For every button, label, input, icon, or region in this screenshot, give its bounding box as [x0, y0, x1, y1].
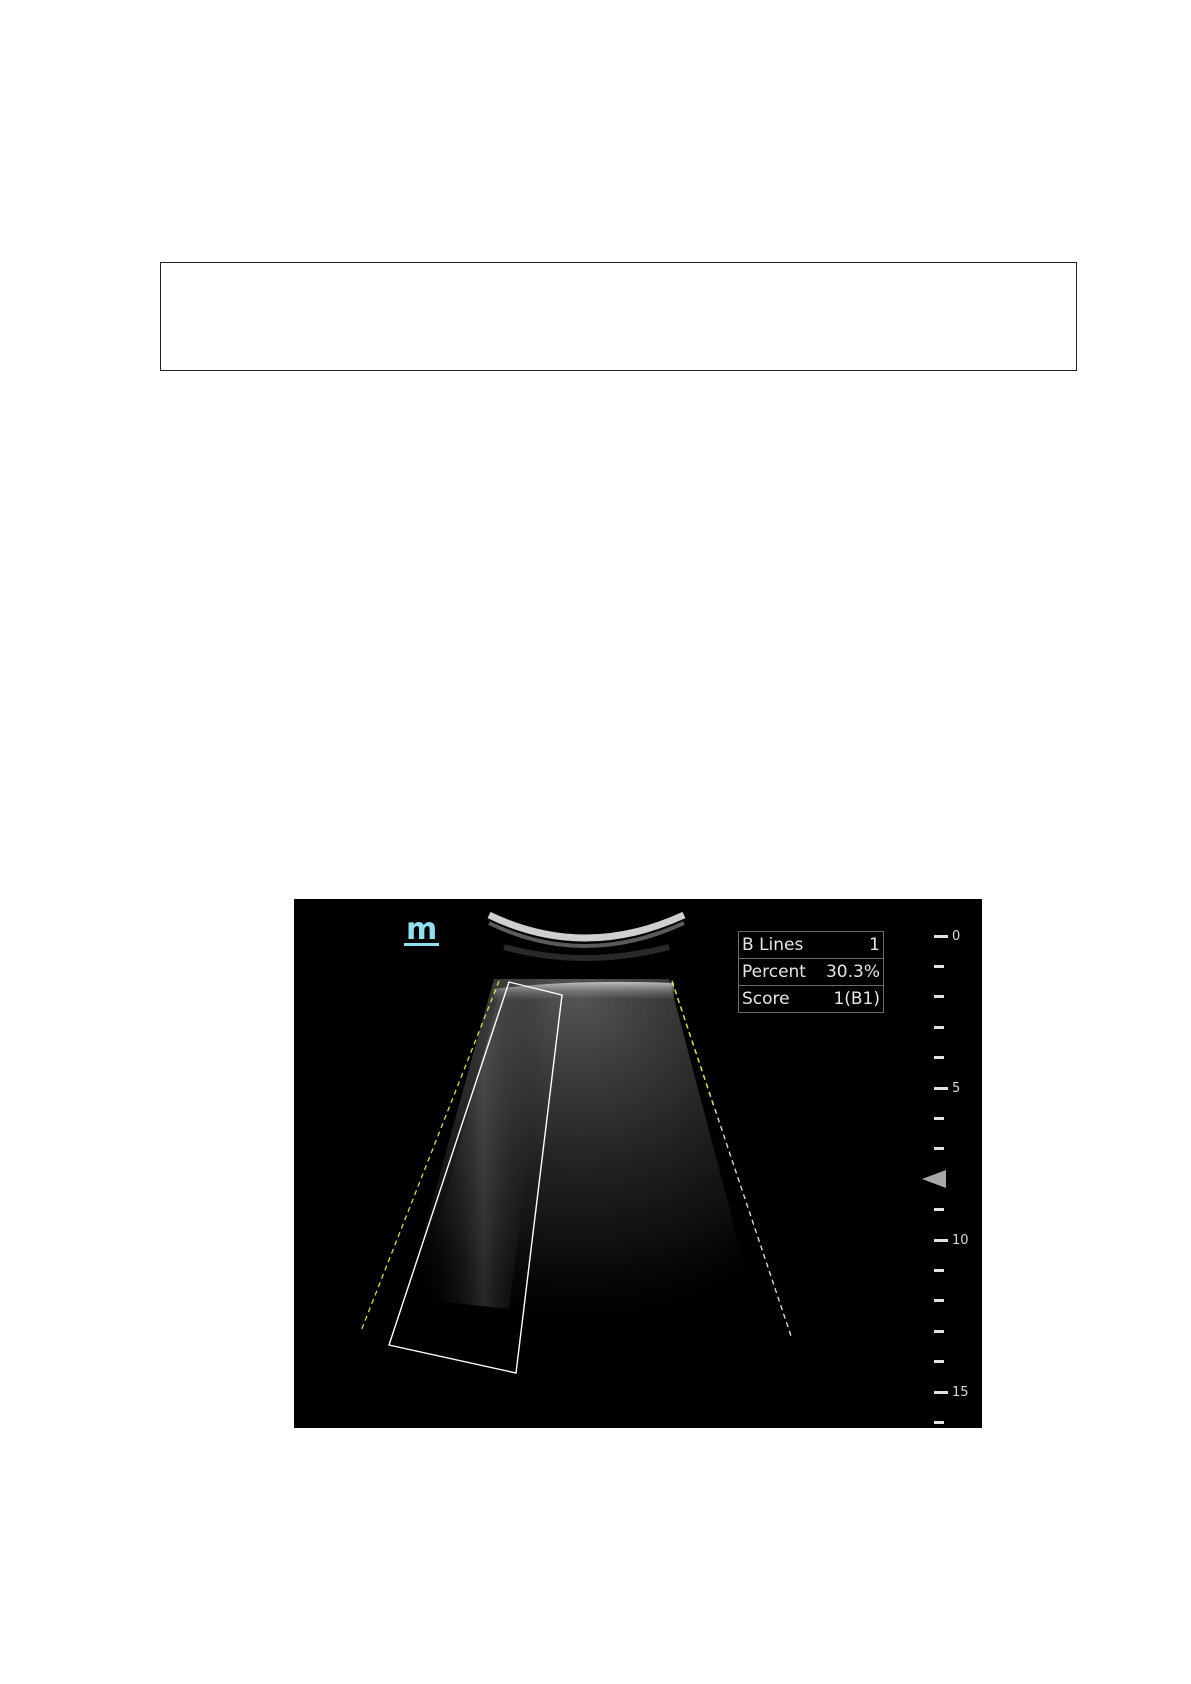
- depth-tick: [934, 1117, 944, 1120]
- depth-tick: [934, 1360, 944, 1363]
- depth-tick: [934, 1391, 948, 1394]
- depth-tick: [934, 1239, 948, 1242]
- depth-tick: [934, 1147, 944, 1150]
- table-row: [739, 959, 884, 986]
- percent-value: 30.3%: [817, 959, 884, 986]
- mode-m-icon: m: [406, 912, 438, 947]
- ultrasound-image: [294, 899, 982, 1428]
- depth-tick: [934, 1087, 948, 1090]
- depth-tick: [934, 935, 948, 938]
- depth-scale: [934, 899, 982, 1428]
- score-label: Score: [739, 986, 817, 1013]
- depth-tick: [934, 995, 944, 998]
- depth-tick: [934, 1299, 944, 1302]
- depth-label-0: 0: [952, 929, 961, 944]
- score-value: 1(B1): [817, 986, 884, 1013]
- focus-marker-icon: [922, 1167, 952, 1191]
- depth-tick: [934, 1421, 944, 1424]
- b-lines-label: B Lines: [739, 932, 817, 959]
- measurement-table: [738, 931, 884, 1013]
- depth-tick: [934, 965, 944, 968]
- empty-text-box: [160, 262, 1077, 371]
- depth-tick: [934, 1269, 944, 1272]
- depth-label-15: 15: [952, 1385, 969, 1400]
- b-lines-value: 1: [817, 932, 884, 959]
- percent-label: Percent: [739, 959, 817, 986]
- depth-tick: [934, 1208, 944, 1211]
- table-row: [739, 932, 884, 959]
- depth-label-10: 10: [952, 1233, 969, 1248]
- depth-label-5: 5: [952, 1081, 961, 1096]
- depth-tick: [934, 1056, 944, 1059]
- depth-tick: [934, 1330, 944, 1333]
- depth-tick: [934, 1026, 944, 1029]
- table-row: [739, 986, 884, 1013]
